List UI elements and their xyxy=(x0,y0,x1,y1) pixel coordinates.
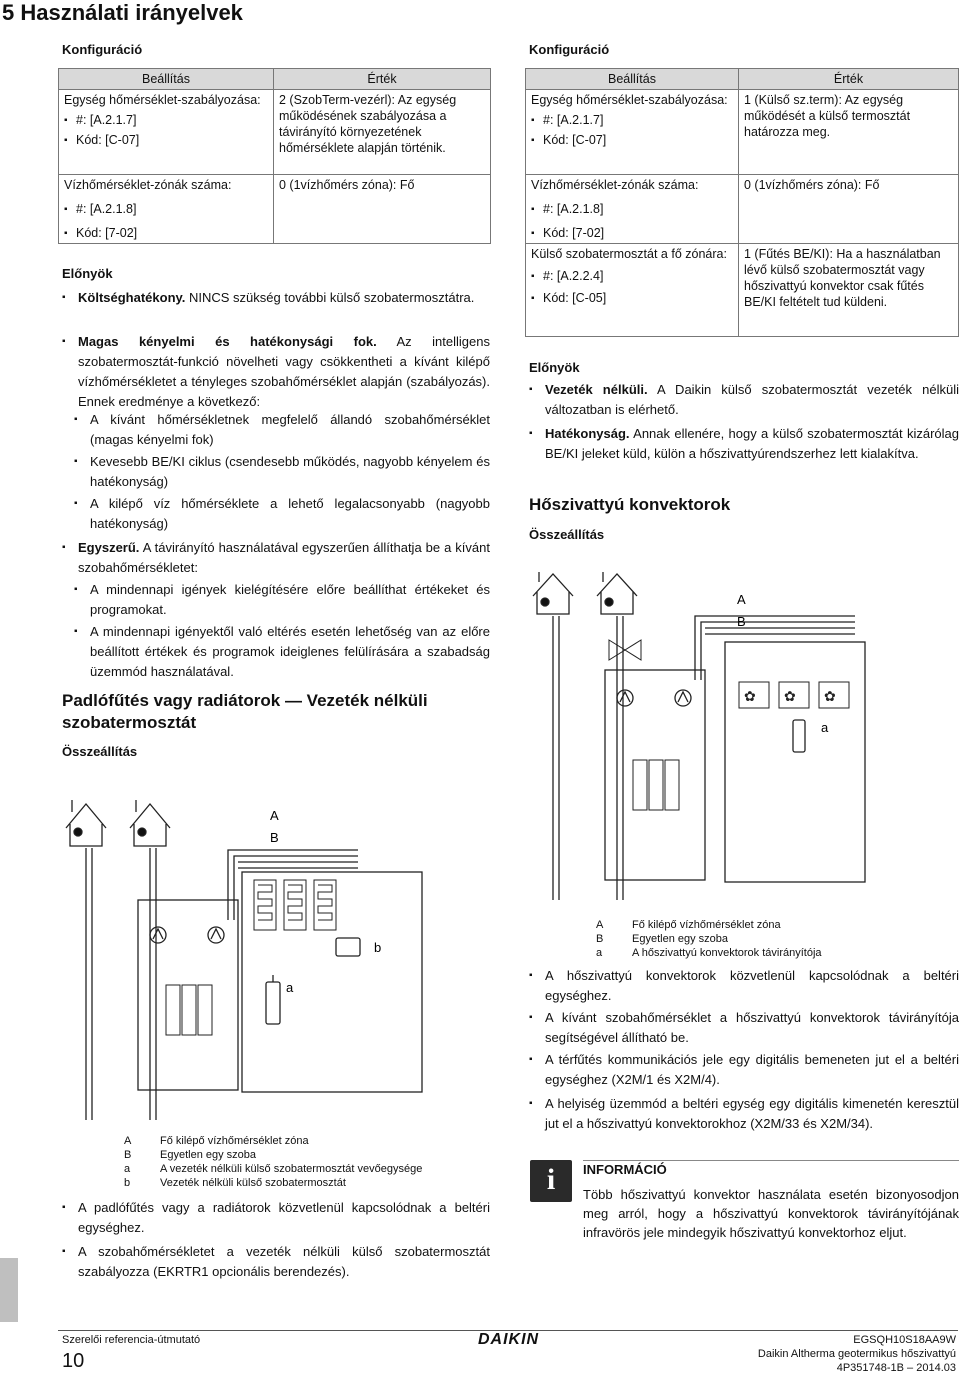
col-settings-header: Beállítás xyxy=(526,69,739,90)
list-item: ▪ A kilépő víz hőmérséklete a lehető legalacsonyabb (nagyobb hatékonyság) xyxy=(74,496,490,531)
benefit-text: Annak ellenére, hogy a külső szobatermosztát kizárólag BE/KI jeleket küld, külön a hőszivattyúrendszerhez lett kialakítva. xyxy=(545,426,959,461)
chapter-tab xyxy=(0,1258,18,1322)
right-system-diagram xyxy=(525,570,945,910)
table-row xyxy=(526,175,739,244)
setting-code: ▪ Kód: [7-02] xyxy=(64,225,268,241)
legend-item: A Fő kilépő vízhőmérséklet zóna xyxy=(124,1135,309,1147)
setting-code: ▪ Kód: [7-02] xyxy=(531,225,733,241)
menu-code: ▪ #: [A.2.2.4] xyxy=(531,268,733,284)
list-item: ▪ A helyiség üzemmód a beltéri egység egy digitális kimenetén keresztül jut el a hőszivattyú konvektorokhoz (X2M/33 és X2M/34). xyxy=(529,1096,959,1131)
footer-doc-name: Szerelői referencia-útmutató xyxy=(62,1334,201,1346)
item-text: A padlófűtés vagy a radiátorok közvetlenül kapcsolódnak a beltéri egységhez. xyxy=(78,1200,490,1235)
floor-heating-icon xyxy=(254,880,336,930)
compressor-icon xyxy=(166,985,212,1035)
list-item: ▪ A kívánt szobahőmérséklet a hőszivattyú konvektorok távirányítója segítségével állítható be. xyxy=(529,1010,959,1045)
sub-item-text: A mindennapi igényektől való eltérés esetén lehetőség van az előre beállított értékek és programok ideiglenes felülírására a szabadság üzemmód használatával. xyxy=(90,624,490,679)
benefit-text: A Daikin külső szobatermosztát vezeték nélküli változatban is elérhető. xyxy=(545,382,959,417)
list-item: ▪ A mindennapi igények kielégítésére előre beállíthat értékeket és programokat. xyxy=(74,582,490,617)
list-item: ▪ A szobahőmérsékletet a vezeték nélküli külső szobatermosztát szabályozza (EKRTR1 opcionális berendezés). xyxy=(62,1244,490,1279)
item-text: A térfűtés kommunikációs jele egy digitális bemeneten jut el a beltéri egységhez (X2M/1 és X2M/4). xyxy=(545,1052,959,1087)
setting-label: Külső szobatermosztát a fő zónára: xyxy=(531,247,727,261)
list-item: ▪ Kevesebb BE/KI ciklus (csendesebb működés, nagyobb kényelem és hatékonyság) xyxy=(74,454,490,489)
menu-code: ▪ #: [A.2.1.8] xyxy=(64,201,268,217)
right-config-heading: Konfiguráció xyxy=(529,42,610,57)
list-item: ▪ A kívánt hőmérsékletnek megfelelő állandó szobahőmérséklet (magas kényelmi fok) xyxy=(74,412,490,447)
item-text: A helyiség üzemmód a beltéri egység egy digitális kimenetén keresztül jut el a hőszivattyú konvektorokhoz (X2M/33 és X2M/34). xyxy=(545,1096,959,1131)
remote-control-icon xyxy=(793,720,805,752)
right-config-table xyxy=(525,68,959,337)
house-icon xyxy=(66,800,106,846)
receiver-icon xyxy=(266,982,280,1024)
legend-item: a A hőszivattyú konvektorok távirányítója xyxy=(596,947,822,959)
legend-item: B Egyetlen egy szoba xyxy=(124,1149,257,1161)
setting-label: Vízhőmérséklet-zónák száma: xyxy=(64,178,232,192)
footer-code: 4P351748-1B – 2014.03 xyxy=(836,1362,956,1374)
benefit-title: Hatékonyság. xyxy=(545,426,630,441)
left-config-heading: Konfiguráció xyxy=(62,42,143,57)
svg-text:✿: ✿ xyxy=(744,688,756,704)
legend-item: A Fő kilépő vízhőmérséklet zóna xyxy=(596,919,781,931)
item-text: A szobahőmérsékletet a vezeték nélküli külső szobatermosztát szabályozza (EKRTR1 opcionális berendezés). xyxy=(78,1244,490,1279)
setting-code: ▪ Kód: [C-05] xyxy=(531,290,733,306)
table-row xyxy=(59,90,274,175)
label-A: A xyxy=(270,808,279,823)
label-b: b xyxy=(374,940,382,955)
menu-code: ▪ #: [A.2.1.7] xyxy=(531,112,733,128)
compressor-icon xyxy=(633,760,679,810)
footer-product: Daikin Altherma geotermikus hőszivattyú xyxy=(757,1348,956,1360)
sub-item-text: A kívánt hőmérsékletnek megfelelő állandó szobahőmérséklet (magas kényelmi fok) xyxy=(90,412,490,447)
col-value-header: Érték xyxy=(274,69,491,90)
label-A: A xyxy=(737,592,746,607)
setting-value: 1 (Külső sz.term): Az egység működését a külső termosztát határozza meg. xyxy=(739,90,959,175)
left-system-diagram xyxy=(58,790,498,1130)
setting-value: 0 (1vízhőmérs zóna): Fő xyxy=(274,175,491,244)
valve-icon xyxy=(609,640,641,660)
wireless-thermostat-icon xyxy=(336,938,360,956)
sub-item-text: Kevesebb BE/KI ciklus (csendesebb működés, nagyobb kényelem és hatékonyság) xyxy=(90,454,490,489)
right-benefits-heading: Előnyök xyxy=(529,360,580,375)
left-assembly-heading: Összeállítás xyxy=(62,744,138,759)
list-item: ▪ A padlófűtés vagy a radiátorok közvetlenül kapcsolódnak a beltéri egységhez. xyxy=(62,1200,490,1235)
setting-value: 0 (1vízhőmérs zóna): Fő xyxy=(739,175,959,244)
list-item: ▪ Költséghatékony. NINCS szükség további külső szobatermosztátra. xyxy=(62,290,475,305)
benefit-text: Az intelligens szobatermosztát-funkció növelheti vagy csökkentheti a kívánt kilépő vízhőmérsékletet a tényleges szobahőmérséklet alapján (szabályozás). Ennek eredménye a következő: xyxy=(78,334,490,409)
room-outline xyxy=(725,642,865,882)
temperature-sensor-icon xyxy=(605,598,613,606)
section-title: 5 Használati irányelvek xyxy=(2,0,243,25)
table-row xyxy=(59,175,274,244)
daikin-logo: DAIKIN xyxy=(478,1331,540,1348)
footer-model: EGSQH10S18AA9W xyxy=(853,1334,956,1346)
left-benefits-heading: Előnyök xyxy=(62,266,113,281)
list-item: ▪ A térfűtés kommunikációs jele egy digitális bemeneten jut el a beltéri egységhez (X2M/1 és X2M/4). xyxy=(529,1052,959,1087)
legend-item: B Egyetlen egy szoba xyxy=(596,933,729,945)
setting-code: ▪ Kód: [C-07] xyxy=(531,132,733,148)
label-a: a xyxy=(286,980,294,995)
fan-coil-icon xyxy=(739,682,849,708)
setting-value: 2 (SzobTerm-vezérl): Az egység működésének szabályozása a távirányító környezetének hőmérséklete alapján történik. xyxy=(274,90,491,175)
menu-code: ▪ #: [A.2.1.8] xyxy=(531,201,733,217)
benefit-text: A távirányító használatával egyszerűen állíthatja be a kívánt szobahőmérsékletet: xyxy=(78,540,490,575)
house-icon xyxy=(533,572,573,614)
section-heading: Padlófűtés vagy radiátorok — Vezeték nélküli szobatermosztát xyxy=(62,691,428,732)
table-row xyxy=(526,244,739,337)
left-legend xyxy=(124,1134,494,1190)
col-settings-header: Beállítás xyxy=(59,69,274,90)
temperature-sensor-icon xyxy=(541,598,549,606)
menu-code: ▪ #: [A.2.1.7] xyxy=(64,112,268,128)
sub-item-text: A mindennapi igények kielégítésére előre beállíthat értékeket és programokat. xyxy=(90,582,490,617)
page-number: 10 xyxy=(62,1350,85,1372)
house-icon xyxy=(130,800,170,846)
sub-item-text: A kilépő víz hőmérséklete a lehető legalacsonyabb (nagyobb hatékonyság) xyxy=(90,496,490,531)
label-B: B xyxy=(270,830,279,845)
info-box xyxy=(583,1160,959,1242)
benefit-title: Magas kényelmi és hatékonysági fok. xyxy=(78,334,377,349)
house-icon xyxy=(597,572,637,614)
benefit-title: Egyszerű. xyxy=(78,540,140,555)
svg-text:✿: ✿ xyxy=(824,688,836,704)
list-item: ▪ Vezeték nélküli. A Daikin külső szobatermosztát vezeték nélküli változatban is elérhető. xyxy=(529,382,959,417)
list-item: ▪ A mindennapi igényektől való eltérés esetén lehetőség van az előre beállított értékek és programok ideiglenes felülírására a szabadság üzemmód használatával. xyxy=(74,624,490,679)
temperature-sensor-icon xyxy=(138,828,146,836)
setting-label: Egység hőmérséklet-szabályozása: xyxy=(531,93,728,107)
benefit-text: NINCS szükség további külső szobatermosztátra. xyxy=(185,290,475,305)
col-value-header: Érték xyxy=(739,69,959,90)
temperature-sensor-icon xyxy=(74,828,82,836)
info-title: INFORMÁCIÓ xyxy=(583,1162,667,1177)
table-row xyxy=(526,90,739,175)
label-B: B xyxy=(737,614,746,629)
list-item: ▪ A hőszivattyú konvektorok közvetlenül kapcsolódnak a beltéri egységhez. xyxy=(529,968,959,1003)
right-legend xyxy=(596,918,956,960)
item-text: A kívánt szobahőmérséklet a hőszivattyú konvektorok távirányítója segítségével állítható be. xyxy=(545,1010,959,1045)
right-assembly-heading: Összeállítás xyxy=(529,527,605,542)
item-text: A hőszivattyú konvektorok közvetlenül kapcsolódnak a beltéri egységhez. xyxy=(545,968,959,1003)
section-heading: Hőszivattyú konvektorok xyxy=(529,495,731,514)
setting-value: 1 (Fűtés BE/KI): Ha a használatban lévő külső szobatermosztát vagy hőszivattyú konvektor csak fűtés BE/KI feltételt tud küldeni. xyxy=(739,244,959,337)
legend-item: a A vezeték nélküli külső szobatermosztát vevőegysége xyxy=(124,1163,423,1175)
setting-label: Egység hőmérséklet-szabályozása: xyxy=(64,93,261,107)
label-a: a xyxy=(821,720,829,735)
legend-item: b Vezeték nélküli külső szobatermosztát xyxy=(124,1177,346,1189)
setting-code: ▪ Kód: [C-07] xyxy=(64,132,268,148)
info-icon: i xyxy=(530,1160,572,1202)
list-item: ▪ Hatékonyság. Annak ellenére, hogy a külső szobatermosztát kizárólag BE/KI jeleket küld, külön a hőszivattyúrendszerhez lett kialakítva. xyxy=(529,426,959,461)
setting-label: Vízhőmérséklet-zónák száma: xyxy=(531,178,699,192)
benefit-title: Költséghatékony. xyxy=(78,290,186,305)
list-item: ▪ Egyszerű. A távirányító használatával egyszerűen állíthatja be a kívánt szobahőmérsékletet: xyxy=(62,540,490,575)
list-item: ▪ Magas kényelmi és hatékonysági fok. Az intelligens szobatermosztát-funkció növelheti vagy csökkentheti a kívánt kilépő vízhőmérsékletet a tényleges szobahőmérséklet alapján (szabályozás). Ennek eredménye a következő: xyxy=(62,334,490,409)
benefit-title: Vezeték nélküli. xyxy=(545,382,648,397)
left-config-table xyxy=(58,68,491,244)
svg-text:✿: ✿ xyxy=(784,688,796,704)
info-text: Több hőszivattyú konvektor használata esetén bizonyosodjon meg arról, hogy a hőszivattyú konvektorok távirányítójának infravörös jele mindegyik hőszivattyú konvektorhoz eljut. xyxy=(583,1187,959,1240)
